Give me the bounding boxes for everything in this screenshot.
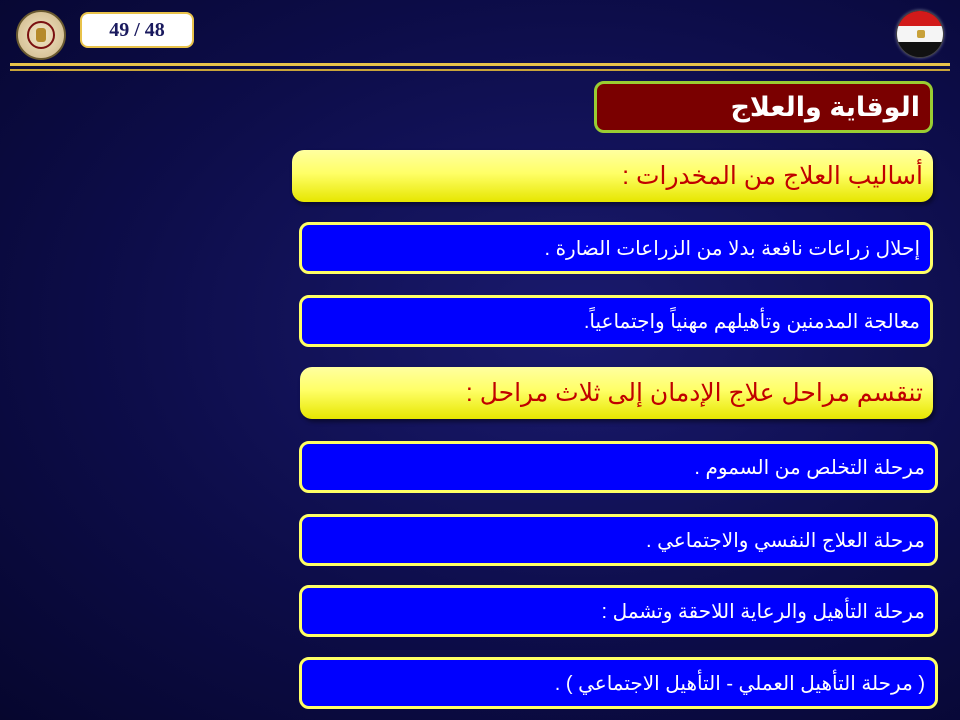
emblem-core bbox=[36, 28, 46, 42]
slide-title: الوقاية والعلاج bbox=[594, 81, 933, 133]
bullet-item: مرحلة العلاج النفسي والاجتماعي . bbox=[299, 514, 938, 566]
military-emblem-icon bbox=[16, 10, 66, 60]
bullet-item: مرحلة التخلص من السموم . bbox=[299, 441, 938, 493]
page-counter: 49 / 48 bbox=[80, 12, 194, 48]
bullet-item: مرحلة التأهيل والرعاية اللاحقة وتشمل : bbox=[299, 585, 938, 637]
subheading-treatment-stages: تنقسم مراحل علاج الإدمان إلى ثلاث مراحل : bbox=[300, 367, 933, 419]
bullet-item: معالجة المدمنين وتأهيلهم مهنياً واجتماعياً. bbox=[299, 295, 933, 347]
bullet-item: إحلال زراعات نافعة بدلا من الزراعات الضارة . bbox=[299, 222, 933, 274]
header-divider bbox=[10, 63, 950, 66]
bullet-item: ( مرحلة التأهيل العملي - التأهيل الاجتماعي ) . bbox=[299, 657, 938, 709]
header-divider-thin bbox=[10, 69, 950, 71]
egypt-flag-icon bbox=[896, 10, 944, 58]
subheading-treatment-methods: أساليب العلاج من المخدرات : bbox=[292, 150, 933, 202]
